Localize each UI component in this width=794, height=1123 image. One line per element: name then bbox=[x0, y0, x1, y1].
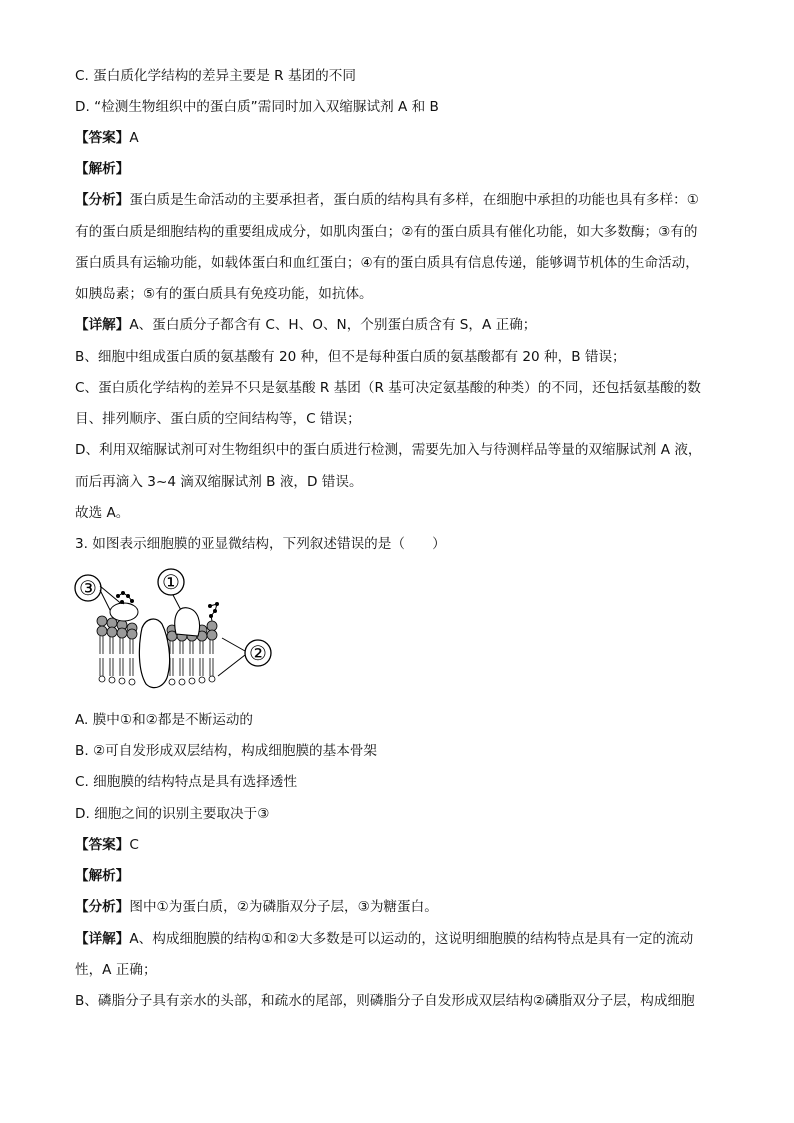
answer-value: A bbox=[129, 130, 139, 146]
option-c: C. 细胞膜的结构特点是具有选择透性 bbox=[75, 774, 298, 790]
detail-line-2-1 bbox=[75, 929, 693, 949]
answer-line-prev bbox=[75, 128, 139, 148]
detail-line-2-2: 性，A 正确； bbox=[75, 962, 157, 978]
detail-text-1: A、蛋白质分子都含有 C、H、O、N，个别蛋白质含有 S，A 正确； bbox=[129, 317, 537, 333]
detail-line-5: D、利用双缩脲试剂可对生物组织中的蛋白质进行检测，需要先加入与待测样品等量的双缩脲试剂 A 液， bbox=[75, 442, 702, 458]
analysis-line-1 bbox=[75, 190, 699, 210]
label-3: ③ bbox=[79, 576, 97, 600]
analysis-text-1: 蛋白质是生命活动的主要承担者，蛋白质的结构具有多样，在细胞中承担的功能也具有多样：① bbox=[129, 192, 699, 208]
answer-tag-2: 【答案】 bbox=[75, 837, 130, 853]
option-d-prev: D. “检测生物组织中的蛋白质”需同时加入双缩脲试剂 A 和 B bbox=[75, 99, 439, 115]
analysis-line-4: 如胰岛素；⑤有的蛋白质具有免疫功能，如抗体。 bbox=[75, 286, 373, 302]
analysis-heading-2: 【解析】 bbox=[75, 868, 130, 884]
answer-line bbox=[75, 835, 139, 855]
detail-tag: 【详解】 bbox=[75, 317, 130, 333]
cell-membrane-figure bbox=[72, 566, 277, 698]
detail-line-4: 目、排列顺序、蛋白质的空间结构等，C 错误； bbox=[75, 411, 361, 427]
detail-text-2-1: A、构成细胞膜的结构①和②大多数是可以运动的，这说明细胞膜的结构特点是具有一定的流动 bbox=[129, 931, 694, 947]
analysis-heading: 【解析】 bbox=[75, 161, 130, 177]
detail-line-3: C、蛋白质化学结构的差异不只是氨基酸 R 基团（R 基可决定氨基酸的种类）的不同，还包括氨基酸的数 bbox=[75, 380, 701, 396]
detail-line-2-3: B、磷脂分子具有亲水的头部，和疏水的尾部，则磷脂分子自发形成双层结构②磷脂双分子层，构成细胞 bbox=[75, 993, 695, 1009]
detail-tag-2: 【详解】 bbox=[75, 931, 130, 947]
question-3-stem: 3. 如图表示细胞膜的亚显微结构，下列叙述错误的是（ ） bbox=[75, 536, 446, 552]
answer-tag: 【答案】 bbox=[75, 130, 130, 146]
detail-line-2: B、细胞中组成蛋白质的氨基酸有 20 种，但不是每种蛋白质的氨基酸都有 20 种，B 错误； bbox=[75, 349, 626, 365]
option-d: D. 细胞之间的识别主要取决于③ bbox=[75, 806, 270, 822]
glycoprotein-left bbox=[110, 603, 138, 621]
conclusion-line: 故选 A。 bbox=[75, 505, 130, 521]
analysis-line-2: 有的蛋白质是细胞结构的重要组成成分，如肌肉蛋白；②有的蛋白质具有催化功能，如大多数酶；③有的 bbox=[75, 224, 698, 240]
analysis-tag-2: 【分析】 bbox=[75, 899, 130, 915]
label-1: ① bbox=[162, 570, 180, 594]
protein-transmembrane bbox=[139, 619, 169, 688]
option-c-prev: C. 蛋白质化学结构的差异主要是 R 基团的不同 bbox=[75, 68, 356, 84]
detail-line-6: 而后再滴入 3~4 滴双缩脲试剂 B 液，D 错误。 bbox=[75, 474, 363, 490]
analysis-line-2-1 bbox=[75, 897, 438, 917]
protein-peripheral bbox=[175, 608, 200, 636]
answer-value-2: C bbox=[129, 837, 139, 853]
option-a: A. 膜中①和②都是不断运动的 bbox=[75, 712, 254, 728]
analysis-text-2-1: 图中①为蛋白质，②为磷脂双分子层，③为糖蛋白。 bbox=[129, 899, 438, 915]
analysis-tag: 【分析】 bbox=[75, 192, 130, 208]
label-2: ② bbox=[249, 641, 267, 665]
detail-line-1 bbox=[75, 315, 536, 335]
analysis-line-3: 蛋白质具有运输功能，如载体蛋白和血红蛋白；④有的蛋白质具有信息传递，能够调节机体的生命活动， bbox=[75, 255, 699, 271]
option-b: B. ②可自发形成双层结构，构成细胞膜的基本骨架 bbox=[75, 743, 378, 759]
